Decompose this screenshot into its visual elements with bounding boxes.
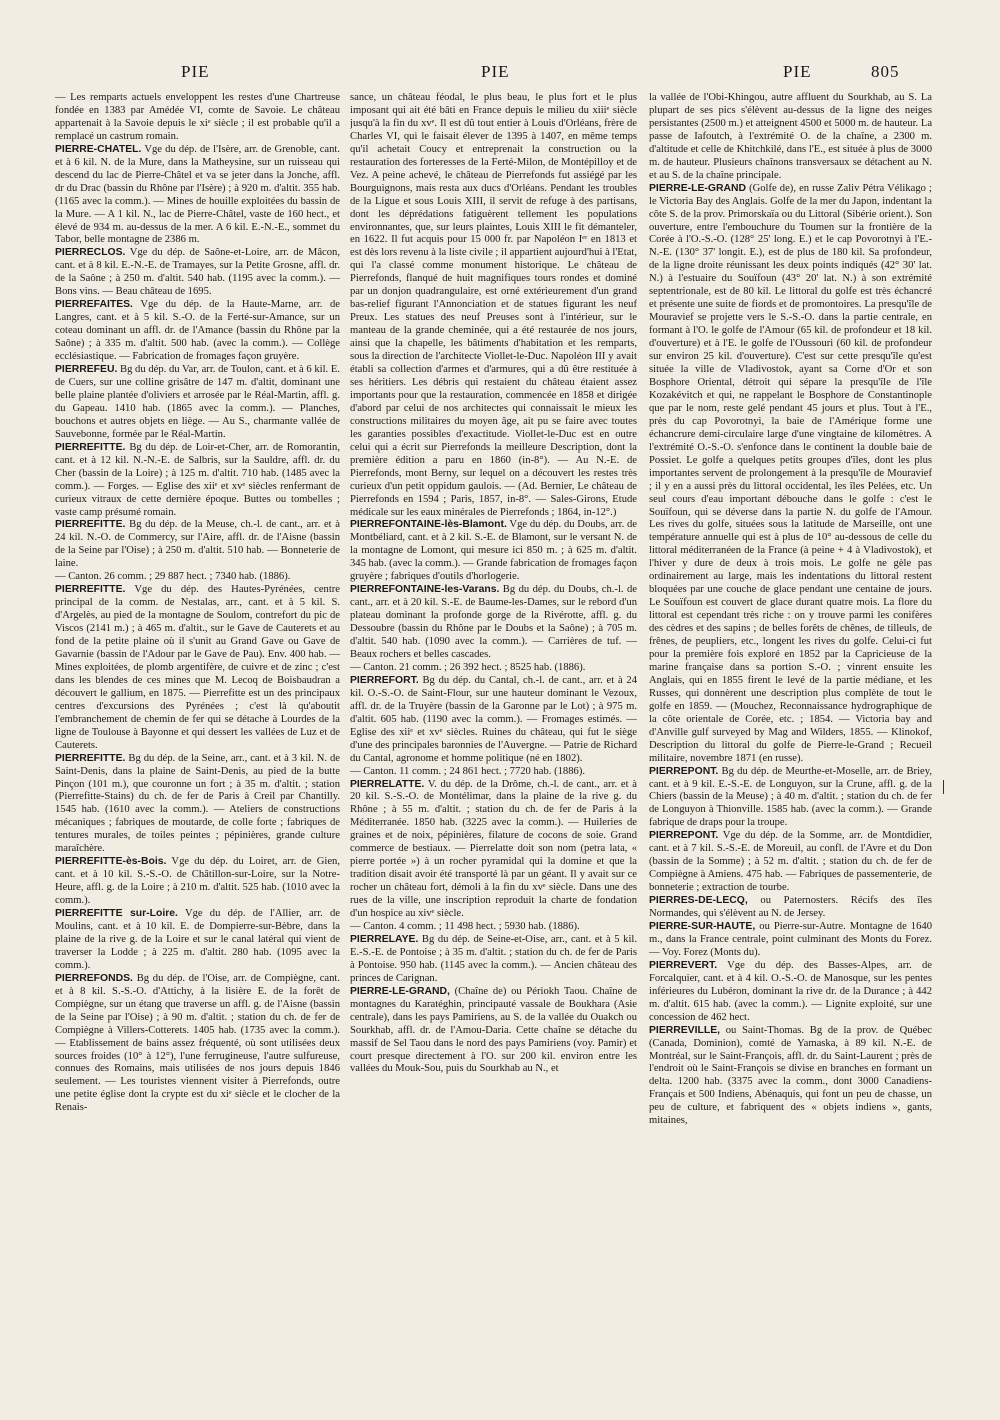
entry-headword: PIERRE-LE-GRAND	[649, 182, 746, 194]
running-head-right: PIE	[783, 62, 812, 81]
entry-headword: PIERREVERT.	[649, 959, 718, 971]
dictionary-entry	[350, 662, 637, 675]
entry-headword: PIERREFAITES.	[55, 299, 133, 311]
entry-text: Bg du dép. de Loir-et-Cher, arr. de Romorantin, cant. et à 12 kil. N.-N.-E. de Salbris, sur la Sauldre, affl. dr. du Cher (bassin de la Loire) ; à 125 m. d'altit. 710 hab. (1485 avec la comm.). — Forges. — Eglise des xiiᵉ et xvᵉ siècles renfermant de curieux vitraux de cette dernière époque. Buttes ou tombelles ; vaste camp présumé romain.	[55, 441, 340, 518]
dictionary-entry	[55, 442, 340, 520]
entry-headword: PIERREFONTAINE-lès-Blamont.	[350, 519, 507, 531]
entry-text: ou Saint-Thomas. Bg de la prov. de Québec (Canada, Dominion), comté de Yamaska, à 89 kil. N.-E. de Montréal, sur le Saint-François, affl. dr. du Saint-Laurent ; près de l'endroit où le Saint-François se divise en branches en formant un delta. 1200 hab. (3375 avec la comm., dont 3000 Canadiens-Français et 500 Indiens, Abénaquis, qui font un peu de chasse, un peu de culture, et fabriquent des « objets indiens », gants, mitaines,	[649, 1024, 932, 1127]
entry-headword: PIERRELAYE.	[350, 933, 419, 945]
entry-text: Vge du dép. de la Somme, arr. de Montdidier, cant. et à 7 kil. S.-S.-E. de Moreuil, au confl. de l'Avre et du Don (bassin de la Somme) ; à 52 m. d'altit. ; station du ch. de fer de Compiègne à Amiens. 475 hab. — Fabriques de passementerie, de bonneterie ; extraction de tourbe.	[649, 830, 932, 894]
entry-text: Vge du dép. de l'Isère, arr. de Grenoble, cant. et à 6 kil. N. de la Mure, dans la Matheysine, sur un ruisseau qui descend du lac de Pierre-Châtel et va se jeter dans la Jonche, affl. dr du Drac (bassin du Rhône par l'Isère) ; à 920 m. d'altit. 355 hab. (1165 avec la comm.). — Mines de houille exploitées du bassin de la Mure. — A 1 kil. N., lac de Pierre-Châtel, vaste de 160 hect., et élevé de 934 m. au-dessus de la mer. A 6 kil. E.-N.-E., sommet du Tabor, belle montagne de 2386 m.	[55, 143, 340, 246]
entry-text: — Canton. 4 comm. ; 11 498 hect. ; 5930 hab. (1886).	[350, 921, 580, 932]
entry-headword: PIERREFONTAINE-les-Varans.	[350, 584, 500, 596]
dictionary-entry	[350, 921, 637, 934]
dictionary-entry	[55, 856, 340, 908]
running-head-center: PIE	[481, 62, 510, 81]
entry-text: Vge du dép. des Hautes-Pyrénées, centre principal de la comm. de Nestalas, arr., cant. et à 5 kil. S. d'Argelès, au pied de la montagne de Soulom, contrefort du pic de Viscos (2141 m.) ; à 465 m. d'altit., sur le Gave de Cauterets et au fond de la petite plaine où il s'unit au Grand Gave ou Gave de Gavarnie (bassin de l'Adour par le Gave de Pau). Env. 400 hab. — Mines exploitées, de plomb argentifère, de cuivre et de zinc ; c'est dans les blendes de ces mines que M. Lecoq de Boisbaudran a découvert le gallium, en 1875. — Pierrefitte est un des principaux centres d'excursions des Pyrénées ; c'est là qu'aboutit l'embranchement de chemin de fer qui se détache à Lourdes de la ligne de Toulouse à Bayonne et qui dessert les vallées de Luz et de Cauterets.	[55, 584, 340, 751]
entry-headword: PIERRELATTE.	[350, 778, 425, 790]
dictionary-entry	[649, 921, 932, 960]
dictionary-entry	[55, 92, 340, 144]
entry-text: sance, un château féodal, le plus beau, le plus fort et le plus imposant qui ait été bâti en France depuis le milieu du xiiiᵉ siècle jusqu'à la fin du xvᵉ. Il est dû tout entier à Louis d'Orléans, frère de Charles VI, qui le faisait élever de 1395 à 1407, en même temps qu'il achetait Coucy et entreprenait la construction ou la restauration des forteresses de la Ferté-Milon, de Montépilloy et de Vez. A peine achevé, le château de Pierrefonds fut assiégé par les Bourguignons, mais resta aux ducs d'Orléans. Pendant les troubles de la Ligue et sous Louis XIII, il servit de refuge à des partisans, dont les déprédations fatiguèrent tellement les populations environnantes, que, sur leurs plaintes, Louis XIII le fit démanteler, en 1622. Il fut acquis pour 15 000 fr. par Napoléon Iᵉʳ en 1813 et est dès lors revenu à la liste civile ; il appartient aujourd'hui à l'Etat, qui l'a classé comme monument historique. Le château de Pierrefonds, flanqué de huit magnifiques tours rondes et dominé par un donjon quadrangulaire, est orné extérieurement d'un grand bas-relief figurant l'Annonciation et de statues figurant les neuf Preux. Les statues des neuf Preuses sont à l'intérieur, sur le manteau de la grande cheminée, qui a été restaurée de nos jours, ainsi que la chapelle, les bâtiments d'habitation et les remparts, sous la direction de l'architecte Viollet-le-Duc. Napoléon III y avait établi sa collection d'armes et d'armures, qui a dû être restituée à ses héritiers. Les débris qui restaient du château étaient assez importants pour que la restauration, commencée en 1858 et dirigée d'abord par celui de nos architectes qui connaissait le mieux les constructions militaires du moyen âge, ait pu se faire avec toutes les garanties possibles d'exactitude. Viollet-le-Duc est en outre celui qui a écrit sur Pierrefonds la meilleure Description, dont la première édition a paru en 1860 (in-8°). — Au N.-E. de Pierrefonds, mont Berny, sur lequel on a découvert les restes très curieux d'un petit oppidum gaulois. — (Ad. Bernier, Le château de Pierrefonds en 1594 ; Paris, 1857, in-8°. — Sales-Girons, Etude médicale sur les eaux minérales de Pierrefonds ; 1864, in-12°.)	[350, 92, 637, 518]
margin-mark	[943, 780, 944, 794]
entry-headword: PIERREFITTE.	[55, 752, 126, 764]
entry-headword: PIERREFITTE.	[55, 519, 126, 531]
entry-text: — Canton. 21 comm. ; 26 392 hect. ; 8525 hab. (1886).	[350, 661, 586, 673]
entry-text: Vge du dép. de l'Allier, arr. de Moulins, cant. et à 10 kil. E. de Dompierre-sur-Bèbre, dans la plaine de la rive g. de la Loire et sur le canal latéral qui vient de traverser la Lodde ; à 225 m. d'altit. 280 hab. (1095 avec la comm.).	[55, 908, 340, 971]
entry-text: Vge du dép. de la Haute-Marne, arr. de Langres, cant. et à 5 kil. S.-O. de la Ferté-sur-Amance, sur un coteau dominant un affl. dr. de l'Amance (bassin du Rhône par la Saône) ; à 335 m. d'altit. 500 hab. (avec la comm.). — Collège ecclésiastique. — Fabrication de fromages façon gruyère.	[55, 299, 340, 363]
text-column-3	[649, 92, 932, 1412]
entry-text: — Canton. 26 comm. ; 29 887 hect. ; 7340 hab. (1886).	[55, 571, 291, 583]
dictionary-entry	[649, 960, 932, 1025]
dictionary-entry	[350, 92, 637, 519]
dictionary-entry	[55, 584, 340, 752]
dictionary-entry	[55, 247, 340, 299]
dictionary-entry	[350, 934, 637, 986]
dictionary-entry	[649, 92, 932, 183]
dictionary-entry	[55, 144, 340, 248]
entry-text: Bg du dép. du Doubs, ch.-l. de cant., arr. et à 20 kil. S.-E. de Baume-les-Dames, sur le rebord d'un plateau dominant la profonde gorge de la Rivérotte, affl. g. du Dessoubre (bassin du Rhône par le Doubs et la Saône) ; à 705 m. d'altit. 540 hab. (1090 avec la comm.). — Carrières de tuf. — Beaux rochers et belles cascades.	[350, 584, 637, 660]
dictionary-entry	[649, 830, 932, 895]
dictionary-entry	[55, 519, 340, 571]
entry-text: Bg du dép. de la Seine, arr., cant. et à 3 kil. N. de Saint-Denis, dans la plaine de Saint-Denis, au pied de la butte Pinçon (101 m.), que couronne un fort ; à 35 m. d'altit. ; station (Pierrefitte-Stains) du ch. de fer de Paris à Creil par Chantilly. 1545 hab. (1610 avec la comm.). — Ateliers de constructions mécaniques ; fabriques de moutarde, de colle forte ; fabriques de tentures murales, de toiles peintes ; pépinières, grande culture maraîchère.	[55, 752, 340, 855]
dictionary-entry	[350, 519, 637, 584]
entry-headword: PIERREFITTE.	[55, 441, 126, 453]
dictionary-entry	[55, 364, 340, 442]
dictionary-entry	[649, 183, 932, 766]
entry-text: V. du dép. de la Drôme, ch.-l. de cant., arr. et à 20 kil. S.-S.-O. de Montélimar, dans la plaine de la rive g. du Rhône ; à 55 m. d'altit. ; station du ch. de fer de Paris à la Méditerranée. 1850 hab. (3225 avec la comm.). — Huileries de graines et de noix, pépinières, filature de cocons de soie. Grand commerce de bestiaux. — Pierrelatte doit son nom (petra lata, « pierre portée ») à un rocher pyramidal qui la domine et que la tradition disait avoir été transporté là par un géant. Il y avait sur ce rocher un château fort, démoli à la fin du xvᵉ siècle. Dans une des rues de la ville, une inscription reproduit la charte de fondation d'un hospice au xivᵉ siècle.	[350, 778, 637, 920]
entry-headword: PIERREPONT.	[649, 765, 719, 777]
entry-headword: PIERRE-SUR-HAUTE,	[649, 921, 756, 932]
entry-text: ou Pierre-sur-Autre. Montagne de 1640 m., dans la France centrale, point culminant des Monts du Forez. — Voy. Forez (Monts du).	[649, 921, 932, 958]
entry-text: ou Paternosters. Récifs des îles Normandes, qui s'élèvent au N. de Jersey.	[649, 895, 932, 920]
entry-text: — Canton. 11 comm. ; 24 861 hect. ; 7720 hab. (1886).	[350, 765, 585, 777]
text-column-2	[350, 92, 637, 1412]
entry-headword: PIERREPONT.	[649, 830, 719, 842]
dictionary-entry	[649, 1025, 932, 1129]
entry-headword: PIERRECLOS.	[55, 247, 126, 259]
entry-headword: PIERRE-CHATEL.	[55, 143, 142, 155]
running-head-left: PIE	[181, 62, 210, 81]
entry-text: Bg du dép. du Cantal, ch.-l. de cant., arr. et à 24 kil. O.-S.-O. de Saint-Flour, sur une hauteur dominant le Vezoux, affl. dr. de la Truyère (bassin de la Garonne par le Lot) ; à 975 m. d'altit. 605 hab. (1190 avec la comm.). — Fromages estimés. — Eglise des xiiᵉ et xvᵉ siècles. Ruines du château, qui fut le siège d'une des principales baronnies de l'Auvergne. — Patrie de Richard du Cantal, agronome et homme politique (né en 1802).	[350, 674, 637, 764]
entry-headword: PIERRE-LE-GRAND,	[350, 985, 450, 997]
entry-headword: PIERREVILLE,	[649, 1024, 721, 1036]
dictionary-entry	[55, 973, 340, 1115]
dictionary-entry	[55, 299, 340, 364]
dictionary-entry	[55, 571, 340, 584]
dictionary-entry	[350, 766, 637, 779]
entry-text: Bg du dép. de la Meuse, ch.-l. de cant., arr. et à 24 kil. N.-O. de Commercy, sur l'Aire, affl. dr. de l'Aisne (bassin de la Seine par l'Oise) ; à 250 m. d'altit. 510 hab. — Bonneterie de laine.	[55, 519, 340, 570]
dictionary-entry	[350, 779, 637, 921]
entry-headword: PIERREFORT.	[350, 674, 419, 686]
entry-text: Bg du dép. de l'Oise, arr. de Compiègne, cant. et à 8 kil. S.-S.-O. d'Attichy, à la lisière E. de la forêt de Compiègne, sur un étang que traverse un affl. g. de l'Aisne (bassin de la Seine par l'Oise) ; à 90 m. d'altit. ; station du ch. de fer de Compiègne à Villers-Cotterets. 1405 hab. (1735 avec la comm.). — Etablissement de bains assez fréquenté, où sont utilisées deux sources froides (10° à 12°), l'une ferrugineuse, l'autre sulfureuse, connues des Romains, mais utilisées de nos jours depuis 1846 seulement. — Les touristes viennent visiter à Pierrefonds, outre une petite église dont la crypte est du xiᵉ siècle et le clocher de la Renais-	[55, 972, 340, 1114]
entry-text: Bg du dép. de Seine-et-Oise, arr., cant. et à 5 kil. E.-S.-E. de Pontoise ; à 35 m. d'altit. ; station du ch. de fer de Paris à Pontoise. 950 hab. (1145 avec la comm.). — Ancien château des princes de Carignan.	[350, 933, 637, 984]
entry-text: Vge du dép. des Basses-Alpes, arr. de Forcalquier, cant. et à 4 kil. O.-S.-O. de Manosque, sur les pentes inférieures du Lubéron, dominant la rive dr. de la Durance ; à 442 m. d'altit. 615 hab. (avec la comm.). — Lignite exploité, sur une concession de 462 hect.	[649, 959, 932, 1023]
dictionary-entry	[55, 753, 340, 857]
dictionary-entry	[350, 675, 637, 766]
entry-headword: PIERREFONDS.	[55, 972, 133, 984]
entry-text: Vge du dép. du Doubs, arr. de Montbéliard, cant. et à 2 kil. S.-E. de Blamont, sur le versant N. de la montagne de Lomont, qui mesure ici 850 m. ; à 625 m. d'altit. 345 hab. (avec la comm.). — Grande fabrication de fromages façon gruyère ; fabriques d'outils d'horlogerie.	[350, 519, 637, 583]
dictionary-entry	[350, 986, 637, 1077]
entry-text: Bg du dép. du Var, arr. de Toulon, cant. et à 6 kil. E. de Cuers, sur une colline grisâtre de 147 m. d'altit, dominant une belle plaine plantée d'oliviers et arrosée par le Réal-Martin, affl. g. du Gapeau. 1410 hab. (1865 avec la comm.). — Planches, bouchons et autres objets en liège. — Au S., charmante vallée de Sauvebonne, formée par le Réal-Martin.	[55, 364, 340, 440]
entry-text: Bg du dép. de Meurthe-et-Moselle, arr. de Briey, cant. et à 9 kil. E.-S.-E. de Longuyon, sur la Crune, affl. g. de la Chiers (bassin de la Meuse) ; à 40 m. d'altit. ; station du ch. de fer de Longuyon à Thionville. 1585 hab. (avec la comm.). — Grande fabrique de draps pour la troupe.	[649, 765, 932, 829]
entry-text: Vge du dép. de Saône-et-Loire, arr. de Mâcon, cant. et à 8 kil. E.-N.-E. de Tramayes, sur la Petite Grosne, affl. dr. de la Saône ; à 250 m. d'altit. 540 hab. (1195 avec la comm.). — Bons vins. — Beau château de 1695.	[55, 247, 340, 298]
dictionary-entry	[350, 584, 637, 662]
entry-headword: PIERREFITTE-ès-Bois.	[55, 856, 167, 868]
page-number: 805	[871, 62, 900, 81]
dictionary-entry	[649, 766, 932, 831]
entry-text: (Golfe de), en russe Zaliv Pétra Vélikago ; le Victoria Bay des Anglais. Golfe de la mer du Japon, indentant la côte S. de la prov. Primorskaïa ou du Littoral (Sibérie orient.). Son ouverture, entre l'embouchure du Toumen sur la frontière de la Corée à l'O.-S.-O. (128° 25' long. E.) et le cap Povorotnyi à l'E.-N.-E. (130° 37' longit. E.), est de plus de 180 kil. Sa profondeur, de la ligne droite réunissant les deux points indiqués (42° 30' lat. N.) à l'estuaire du Souïfoun (43° 20' lat. N.) à son extrémité septentrionale, est de 80 kil. Le littoral du golfe est très échancré et présente une suite de fiords et de promontoires. La presqu'île de Mouravief se projette vers le S.-S.-O. dans la partie centrale, en formant à l'O. le golfe de l'Amour (65 kil. de profondeur et 18 kil. d'ouverture) et à l'E. le golfe de l'Oussouri (60 kil. de profondeur sur environ 25 kil. d'ouverture). C'est sur cette presqu'île qu'est située la ville de Vladivostok, ayant sa Corne d'Or et son Bosphore Oriental, détroit qui sépare la presqu'île de l'île Kozakévitch et qui, ne rappelant le Bosphore de Constantinople que par le nom, reste gelé pendant 45 jours et plus. Tout à l'E., près du cap Povorotnyi, la baie de l'Amérique forme une échancrure demi-circulaire large d'une vingtaine de kilomètres. A l'extrémité O.-S.-O. s'enfonce dans le continent la double baie de Possiet. Le golfe a quelques petits groupes d'îles, dont les plus importantes servent de prolongement à la presqu'île de Mouravief ; il y en a aussi près du littoral occidental, les îles Pelées, etc. Un seul cours d'eau important débouche dans le golfe : c'est le Souïfoun, qui se déverse dans la partie N. du golfe de l'Amour. Les rives du golfe, situées sous la latitude de Marseille, ont une température annuelle qui est à plus de 10° au-dessous de celle du littoral méditerranéen de la France (à peine + 4 à Vladivostok), et l'hiver y dure de deux à trois mois. Le golfe ne gèle pas ordinairement au large, mais les indentations du littoral restent bloquées par une couche de glace pendant une centaine de jours. Le Souïfoun est couvert de glace durant quatre mois. La flore du littoral est cependant très riche : on y trouve parmi les conifères des cèdres et des sapins ; de belles forêts de chênes, de tilleuls, de frênes, de peupliers, etc., longent les rives du golfe. Celui-ci fut pour la première fois exploré en 1852 par la Capricieuse de la marine française dans sa portion S.-O. ; vinrent ensuite les Anglais, qui en 1855 firent le levé de la partie médiane, et les Russes, qui donnèrent une description plus complète de tout le golfe en 1859. — (Mouchez, Reconnaissance hydrographique de la côte orientale de Corée, etc. ; 1854. — Victoria bay and d'Anville gulf surveyed by Mag and Wilders, 1855. — Klinokof, Description du littoral du golfe de Pierre-le-Grand ; Recueil militaire, novembre 1871 (en russe).	[649, 182, 932, 764]
entry-headword: PIERREFITTE sur-Loire.	[55, 908, 178, 920]
entry-headword: PIERREFITTE.	[55, 584, 126, 596]
entry-text: (Chaîne de) ou Périokh Taou. Chaîne de montagnes du Karatéghin, principauté vassale de Boukhara (Asie centrale), dans les pays Pamiriens, au S. de la vallée du Ouakch ou Sourkhab, affl. dr. de l'Amou-Daria. Cette chaîne se détache du massif de Sel Taou dans le nord des pays Pamiriens (voy. Pamir) et court presque directement à l'O. sur 200 kil. environ entre les vallées du Mouk-Sou, puis du Sourkhab au N., et	[350, 985, 637, 1075]
entry-text: — Les remparts actuels enveloppent les restes d'une Chartreuse fondée en 1383 par Amédée VI, comte de Savoie. Le château appartenait à la Savoie depuis le xiᵉ siècle ; il est probable qu'il a remplacé un castrum romain.	[55, 92, 340, 142]
entry-text: Vge du dép. du Loiret, arr. de Gien, cant. et à 10 kil. S.-S.-O. de Châtillon-sur-Loire, sur la Notre-Heure, affl. g. de la Loire ; à 210 m. d'altit. 525 hab. (1010 avec la comm.).	[55, 856, 340, 907]
dictionary-entry	[55, 908, 340, 973]
entry-text: la vallée de l'Obi-Khingou, autre affluent du Sourkhab, au S. La plupart de ses pics s'élèvent au-dessus de la ligne des neiges persistantes (2500 m.) et atteignent 4500 et 5000 m. de hauteur. La passe de Iafoutch, à l'extrémité O. de la chaîne, a 2300 m. d'altitude et celle de Khitchkilé, dans l'E., est située à plus de 3000 m. de hauteur. Plusieurs chaînons transversaux se détachent au N. et au S. de la chaîne principale.	[649, 92, 932, 181]
entry-headword: PIERRES-DE-LECQ,	[649, 895, 748, 907]
dictionary-entry	[649, 895, 932, 921]
entry-headword: PIERREFEU.	[55, 364, 118, 376]
text-column-1	[55, 92, 340, 1412]
